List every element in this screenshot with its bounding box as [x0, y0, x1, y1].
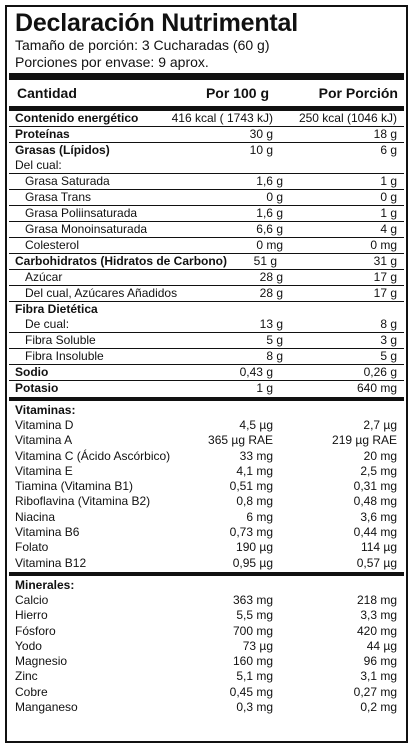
- value-per-100g: 13 g: [259, 317, 283, 331]
- vitamin-row: [9, 556, 404, 571]
- vitamin-row: [9, 433, 404, 448]
- nutrient-name: Folato: [15, 540, 49, 555]
- nutrient-row: [9, 380, 404, 396]
- vitamin-row: [9, 449, 404, 464]
- nutrient-row: [9, 364, 404, 380]
- value-per-portion: 2,5 mg: [360, 463, 397, 478]
- value-per-100g: 0,95 µg: [232, 555, 273, 570]
- value-per-100g: 6 mg: [246, 509, 273, 524]
- value-per-portion: 114 µg: [360, 540, 397, 555]
- value-per-portion: 0,48 mg: [353, 494, 397, 509]
- nutrient-row: [9, 285, 404, 301]
- nutrient-row: [9, 221, 404, 237]
- nutrient-name: Carbohidratos (Hidratos de Carbono): [15, 254, 228, 268]
- value-per-portion: 17 g: [373, 270, 397, 284]
- nutrient-name: Tiamina (Vitamina B1): [15, 479, 134, 494]
- value-per-portion: 0,57 µg: [356, 555, 397, 570]
- value-per-100g: 30 g: [249, 127, 273, 141]
- value-per-100g: 0,51 mg: [229, 479, 273, 494]
- of-which-label: Del cual:: [15, 158, 62, 172]
- value-per-100g: 4,5 µg: [239, 418, 273, 432]
- value-per-100g: 10 g: [249, 143, 273, 157]
- value-per-100g: 0,45 mg: [229, 684, 273, 699]
- value-per-100g: 160 mg: [232, 654, 273, 669]
- nutrient-row: [9, 126, 404, 142]
- nutrient-name: Contenido energético: [15, 111, 139, 125]
- value-per-100g: 33 mg: [239, 448, 273, 463]
- nutrient-name: Cobre: [15, 684, 48, 699]
- mineral-row: [9, 700, 404, 715]
- nutrient-row: [9, 189, 404, 205]
- value-per-portion: 0,26 g: [363, 365, 397, 379]
- minerals-heading: Minerales:: [15, 577, 75, 592]
- value-per-100g: 5 g: [266, 333, 283, 347]
- value-per-100g: 5,5 mg: [236, 608, 273, 623]
- nutrient-row: [9, 348, 404, 364]
- nutrient-row: [9, 142, 404, 158]
- value-per-100g: 8 g: [266, 349, 283, 363]
- value-per-portion: 0,44 mg: [353, 525, 397, 540]
- nutrient-row: [9, 205, 404, 221]
- value-per-portion: 44 µg: [366, 638, 397, 653]
- thick-divider: [9, 397, 404, 401]
- nutrient-row: [9, 237, 404, 253]
- value-per-100g: 28 g: [259, 270, 283, 284]
- value-per-portion: 0,27 mg: [353, 684, 397, 699]
- value-per-portion: 0,31 mg: [353, 479, 397, 494]
- value-per-100g: 1 g: [256, 381, 273, 395]
- value-per-100g: 73 µg: [242, 638, 273, 653]
- nutrient-name: Grasa Trans: [25, 190, 92, 204]
- value-per-portion: 3,1 mg: [360, 669, 397, 684]
- value-per-100g: 700 mg: [232, 623, 273, 638]
- vitamins-list: [7, 418, 406, 571]
- value-per-100g: 0,43 g: [239, 365, 273, 379]
- energy-row: [9, 111, 404, 126]
- value-per-100g: 0 mg: [256, 238, 283, 252]
- value-per-portion: 6 g: [380, 143, 397, 157]
- mineral-row: [9, 685, 404, 700]
- label-title: Declaración Nutrimental: [15, 9, 298, 37]
- nutrient-name: Yodo: [15, 638, 42, 653]
- nutrient-name: Sodio: [15, 365, 49, 379]
- value-per-100g: 416 kcal ( 1743 kJ): [171, 111, 273, 125]
- value-per-portion: 250 kcal (1046 kJ): [298, 111, 397, 125]
- value-per-portion: 31 g: [373, 254, 397, 268]
- nutrient-row: [9, 317, 404, 332]
- value-per-100g: 4,1 mg: [236, 463, 273, 478]
- vitamin-row: [9, 494, 404, 509]
- nutrient-name: Fibra Soluble: [25, 333, 96, 347]
- value-per-100g: 365 µg RAE: [208, 433, 273, 448]
- nutrient-name: Grasa Monoinsaturada: [25, 222, 148, 236]
- nutrient-name: Niacina: [15, 509, 56, 524]
- nutrient-name: Riboflavina (Vitamina B2): [15, 494, 151, 509]
- nutrient-name: Grasa Poliinsaturada: [25, 206, 138, 220]
- value-per-portion: 17 g: [373, 286, 397, 300]
- value-per-portion: 219 µg RAE: [332, 433, 397, 448]
- value-per-portion: 5 g: [380, 349, 397, 363]
- value-per-portion: 640 mg: [356, 381, 397, 395]
- nutrient-name: Grasa Saturada: [25, 174, 110, 188]
- mineral-row: [9, 639, 404, 654]
- minerals-list: [7, 593, 406, 715]
- value-per-portion: 420 mg: [356, 623, 397, 638]
- nutrient-name: Colesterol: [25, 238, 80, 252]
- nutrient-name: Fibra Insoluble: [25, 349, 104, 363]
- value-per-portion: 0,2 mg: [360, 700, 397, 715]
- mineral-row: [9, 669, 404, 684]
- value-per-100g: 28 g: [259, 286, 283, 300]
- serving-size: Tamaño de porción: 3 Cucharadas (60 g): [15, 37, 270, 53]
- nutrient-name: Vitamina B12: [15, 555, 87, 570]
- vitamin-row: [9, 510, 404, 525]
- header-quantity: Cantidad: [17, 85, 77, 101]
- vitamin-row: [9, 525, 404, 540]
- vitamins-heading: Vitaminas:: [15, 403, 76, 417]
- value-per-portion: 1 g: [380, 206, 397, 220]
- value-per-portion: 1 g: [380, 174, 397, 188]
- nutrient-name: Hierro: [15, 608, 48, 623]
- value-per-100g: 1,6 g: [256, 206, 283, 220]
- value-per-portion: 3,3 mg: [360, 608, 397, 623]
- nutrient-name: Azúcar: [25, 270, 63, 284]
- nutrient-name: Fósforo: [15, 623, 56, 638]
- nutrient-name: Del cual, Azúcares Añadidos: [25, 286, 178, 300]
- nutrient-name: Manganeso: [15, 700, 78, 715]
- header-per-100g: Por 100 g: [205, 85, 269, 101]
- nutrient-name: Vitamina A: [15, 433, 73, 448]
- nutrient-name: Vitamina B6: [15, 525, 80, 540]
- nutrient-name: Fibra Dietética: [15, 302, 98, 316]
- header-per-portion: Por Porción: [318, 85, 398, 101]
- value-per-portion: 3,6 mg: [360, 509, 397, 524]
- value-per-portion: 18 g: [373, 127, 397, 141]
- column-header: [9, 80, 404, 111]
- value-per-100g: 6,6 g: [256, 222, 283, 236]
- nutrient-name: Zinc: [15, 669, 38, 684]
- nutrient-name: Proteínas: [15, 127, 70, 141]
- value-per-portion: 0 mg: [370, 238, 397, 252]
- value-per-portion: 8 g: [380, 317, 397, 331]
- mineral-row: [9, 654, 404, 669]
- thick-divider: [9, 73, 404, 80]
- value-per-100g: 51 g: [253, 254, 278, 268]
- servings-per-container: Porciones por envase: 9 aprox.: [15, 54, 209, 70]
- value-per-100g: 0 g: [266, 190, 283, 204]
- nutrient-row: [9, 269, 404, 285]
- value-per-portion: 3 g: [380, 333, 397, 347]
- vitamin-row: [9, 479, 404, 494]
- value-per-100g: 190 µg: [236, 540, 273, 555]
- vitamin-row: [9, 418, 404, 433]
- value-per-100g: 0,3 mg: [236, 700, 273, 715]
- value-per-100g: 0,8 mg: [236, 494, 273, 509]
- nutrient-row: [9, 332, 404, 348]
- value-per-portion: 96 mg: [363, 654, 397, 669]
- nutrition-label: [5, 5, 408, 743]
- mineral-row: [9, 624, 404, 639]
- nutrient-name: Grasas (Lípidos): [15, 143, 110, 157]
- nutrient-row: [9, 253, 404, 269]
- value-per-portion: 4 g: [380, 222, 397, 236]
- value-per-portion: 0 g: [380, 190, 397, 204]
- value-per-100g: 0,73 mg: [229, 525, 273, 540]
- mineral-row: [9, 593, 404, 608]
- thick-divider: [9, 572, 404, 576]
- value-per-portion: 218 mg: [356, 592, 397, 607]
- value-per-100g: 5,1 mg: [236, 669, 273, 684]
- nutrient-name: Vitamina C (Ácido Ascórbico): [15, 448, 171, 463]
- nutrient-name: Vitamina D: [15, 418, 74, 432]
- vitamin-row: [9, 464, 404, 479]
- nutrient-name: Magnesio: [15, 654, 68, 669]
- nutrient-name: De cual:: [25, 317, 70, 331]
- nutrient-row: [9, 301, 404, 317]
- value-per-100g: 1,6 g: [256, 174, 283, 188]
- nutrient-name: Vitamina E: [15, 463, 73, 478]
- nutrient-row: [9, 173, 404, 189]
- value-per-portion: 2,7 µg: [363, 418, 397, 432]
- vitamin-row: [9, 540, 404, 555]
- nutrient-name: Calcio: [15, 592, 49, 607]
- value-per-portion: 20 mg: [363, 448, 397, 463]
- nutrient-name: Potasio: [15, 381, 59, 395]
- value-per-100g: 363 mg: [232, 592, 273, 607]
- mineral-row: [9, 608, 404, 623]
